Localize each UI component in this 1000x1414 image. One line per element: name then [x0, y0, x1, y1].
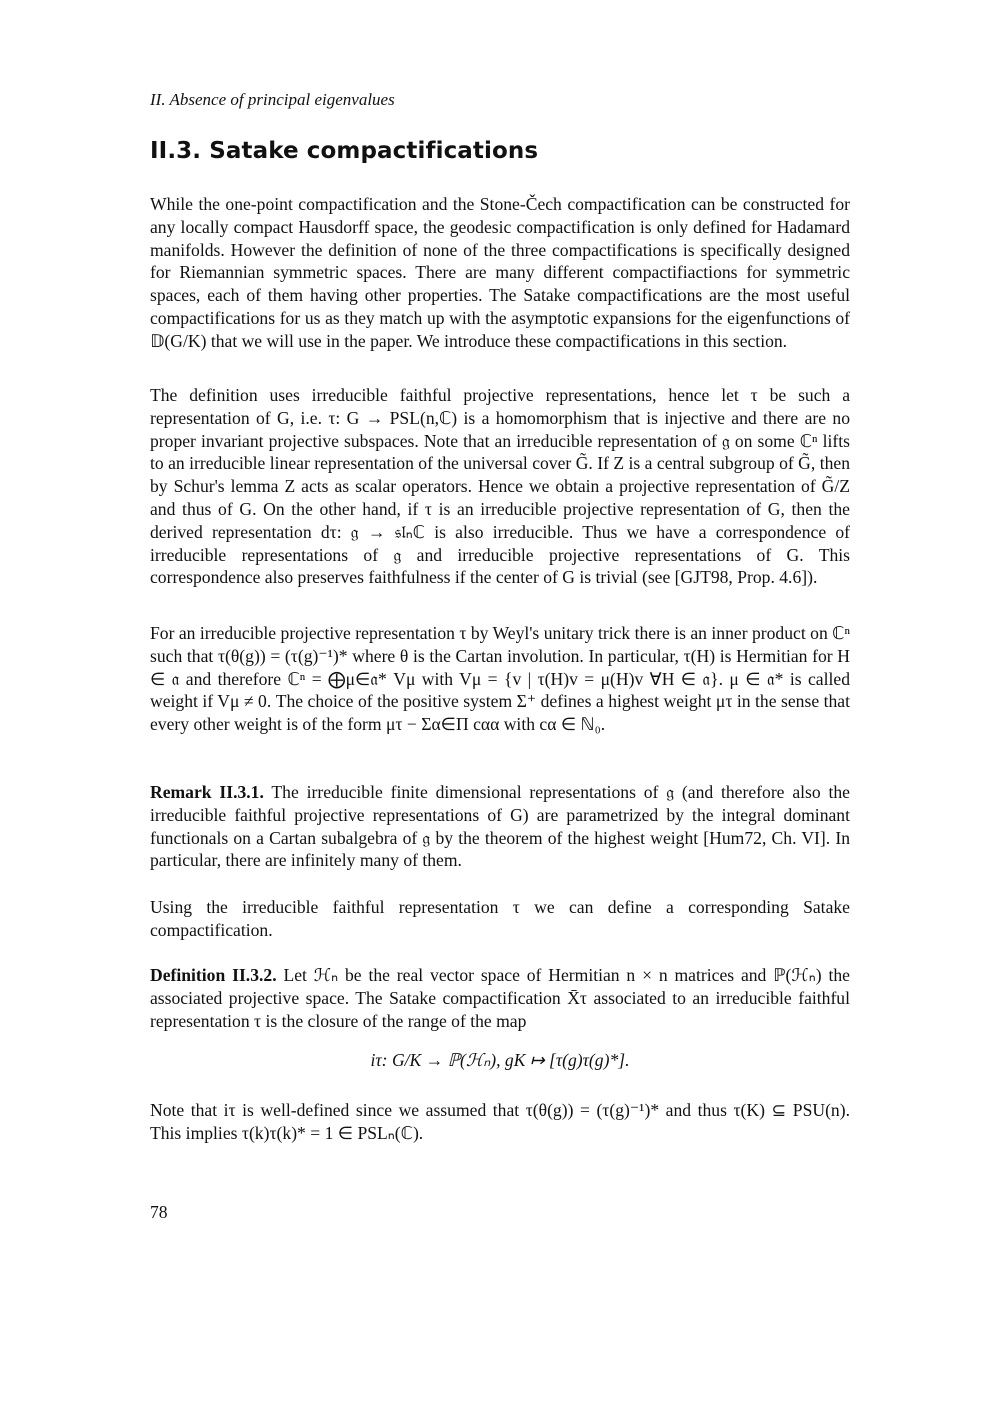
remark-text: The irreducible finite dimensional representations of 𝔤 (and therefore also the irreducible faithful projective representations of G) are parametrized by the integral dominant functionals on a Cartan subalgebra of 𝔤 by the theorem of the highest weight [Hum72, Ch. VI]. In particular, there are infinitely many of them. — [150, 782, 850, 871]
remark-label: Remark II.3.1. — [150, 782, 264, 802]
section-title-text: Satake compactifications — [209, 138, 539, 164]
section-number: II.3. — [150, 138, 202, 164]
paragraph-using: Using the irreducible faithful representation τ we can define a corresponding Satake compactification. — [150, 897, 850, 940]
paragraph-intro: While the one-point compactification and the Stone-Čech compactification can be constructed for any locally compact Hausdorff space, the geodesic compactification is only defined for Hadamard manifolds. However the definition of none of the three compactifications is specifically designed for Riemannian symmetric spaces. There are many different compactifiactions for symmetric spaces, each of them having other properties. The Satake compactifications are the most useful compactifications for us as they match up with the asymptotic expansions for the eigenfunctions of 𝔻(G/K) that we will use in the paper. We introduce these compactifications in this section. — [150, 194, 850, 351]
page-number: 78 — [150, 1202, 168, 1222]
section-title — [150, 138, 538, 164]
running-head: II. Absence of principal eigenvalues — [150, 90, 395, 109]
definition-label: Definition II.3.2. — [150, 965, 277, 985]
definition-block — [150, 964, 850, 1032]
paragraph-weyl-trick: For an irreducible projective representation τ by Weyl's unitary trick there is an inner product on ℂⁿ such that τ(θ(g)) = (τ(g)⁻¹)* where θ is the Cartan involution. In particular, τ(H) is Hermitian for H ∈ 𝔞 and therefore ℂⁿ = ⨁μ∈𝔞* Vμ with Vμ = {v | τ(H)v = μ(H)v ∀H ∈ 𝔞}. μ ∈ 𝔞* is called weight if Vμ ≠ 0. The choice of the positive system Σ⁺ defines a highest weight μτ in the sense that every other weight is of the form μτ − Σα∈Π cαα with cα ∈ ℕ₀. — [150, 623, 850, 735]
paragraph-definition-uses: The definition uses irreducible faithful projective representations, hence let τ be such a representation of G, i.e. τ: G → PSL(n,ℂ) is a homomorphism that is injective and there are no proper invariant projective subspaces. Note that an irreducible representation of 𝔤 on some ℂⁿ lifts to an irreducible linear representation of the universal cover G̃. If Z is a central subgroup of G̃, then by Schur's lemma Z acts as scalar operators. Hence we obtain a projective representation of G̃/Z and thus of G. On the other hand, if τ is an irreducible projective representation of G, then the derived representation dτ: 𝔤 → 𝔰𝔩ₙℂ is also irreducible. Thus we have a correspondence of irreducible representations of 𝔤 and irreducible projective representations of G. This correspondence also preserves faithfulness if the center of G is trivial (see [GJT98, Prop. 4.6]). — [150, 385, 850, 588]
paragraph-well-defined: Note that iτ is well-defined since we assumed that τ(θ(g)) = (τ(g)⁻¹)* and thus τ(K) ⊆ PSU(n). This implies τ(k)τ(k)* = 1 ∈ PSLₙ(ℂ). — [150, 1100, 850, 1143]
display-equation: iτ: G/K → ℙ(ℋₙ), gK ↦ [τ(g)τ(g)*]. — [370, 1050, 630, 1070]
remark-block — [150, 781, 850, 872]
definition-text: Let ℋₙ be the real vector space of Hermitian n × n matrices and ℙ(ℋₙ) the associated projective space. The Satake compactification X̄τ associated to an irreducible faithful representation τ is the closure of the range of the map — [150, 965, 850, 1031]
